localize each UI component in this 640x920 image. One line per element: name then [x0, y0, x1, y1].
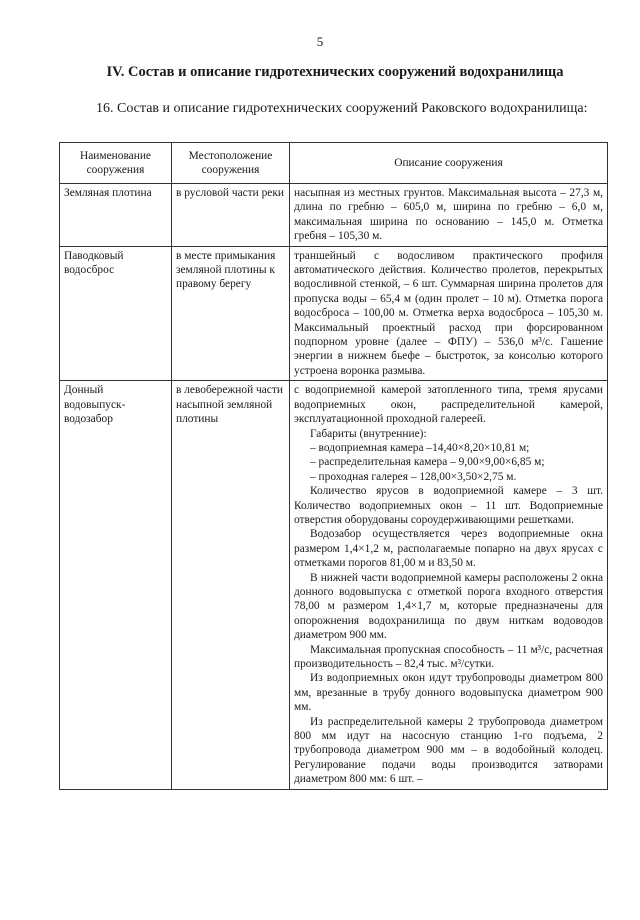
- cell-description: [290, 381, 608, 789]
- cell-location: в левобережной части насыпной земляной плотины: [172, 381, 290, 789]
- description-paragraph: Габариты (внутренние):: [310, 427, 427, 440]
- dimension-item: – распределительная камера – 9,00×9,00×6,85 м;: [310, 456, 545, 469]
- page-number: 5: [316, 34, 324, 49]
- description-paragraph: В нижней части водоприемной камеры расположены 2 окна донного водовыпуска с отметкой порога входного отверстия 78,00 м размером 1,4×1,7 м, которые предназначены для опорожнения водохранилища по двум ниткам водоводов диаметром 900 мм.: [294, 571, 603, 642]
- header-location: Местоположение сооружения: [172, 143, 290, 184]
- header-name: Наименование сооружения: [60, 143, 172, 184]
- cell-description: [290, 184, 608, 247]
- description-paragraph: траншейный с водосливом практического профиля автоматического действия. Количество пролетов, перекрытых водосливной стенкой, – 6 шт. Суммарная ширина пролетов для пропуска воды – 65,4 м (один пролет – 10 м). Отметка порога водосброса – 100,00 м. Отметка верха водосброса – 105,30 м. Максимальный проектный расход при форсированном подпорном уровне (далее – ФПУ) – 536,0 м³/с. Гашение энергии в нижнем бьефе – быстроток, за консолью которого устроена воронка размыва.: [294, 249, 603, 377]
- description-paragraph: Из распределительной камеры 2 трубопровода диаметром 800 мм идут на насосную станцию 1-го подъема, 2 трубопровода диаметром 900 мм – в водобойный колодец. Регулирование подачи воды производится затворами диаметром 800 мм: 6 шт. –: [294, 715, 603, 786]
- header-description: Описание сооружения: [290, 143, 608, 184]
- structures-table: [59, 142, 608, 790]
- intro-text: 16. Состав и описание гидротехнических сооружений Раковского водохранилища:: [96, 101, 588, 116]
- description-paragraph: насыпная из местных грунтов. Максимальная высота – 27,3 м, длина по гребню – 605,0 м, ширина по гребню – 6,0 м, максимальная ширина по основанию – 145,0 м. Отметка гребня – 105,30 м.: [294, 187, 603, 243]
- table-row: [60, 246, 608, 381]
- cell-name: Паводковый водосброс: [60, 246, 172, 381]
- description-paragraph: Водозабор осуществляется через водоприемные окна размером 1,4×1,2 м, располагаемые попарно на двух ярусах с отметками порогов 81,00 м и 83,50 м.: [294, 528, 603, 570]
- table-row: [60, 184, 608, 247]
- intro-paragraph: [60, 100, 608, 117]
- description-paragraph: с водоприемной камерой затопленного типа, тремя ярусами водоприемных окон, распределительной камерой, эксплуатационной проходной галереей.: [294, 384, 603, 426]
- dimension-item: – водоприемная камера –14,40×8,20×10,81 м;: [310, 441, 530, 454]
- cell-location: в русловой части реки: [172, 184, 290, 247]
- description-paragraph: Количество ярусов в водоприемной камере – 3 шт. Количество водоприемных окон – 11 шт. Водоприемные отверстия оборудованы сороудерживающими решетками.: [294, 485, 603, 526]
- cell-description: [290, 246, 608, 381]
- table-row: [60, 381, 608, 789]
- cell-name: Донный водовыпуск-водозабор: [60, 381, 172, 789]
- description-paragraph: Максимальная пропускная способность – 11 м³/с, расчетная производительность – 82,4 тыс. м³/сутки.: [294, 643, 603, 670]
- cell-name: Земляная плотина: [60, 184, 172, 247]
- description-paragraph: Из водоприемных окон идут трубопроводы диаметром 800 мм, врезанные в трубу донного водовыпуска диаметром 900 мм.: [294, 672, 603, 714]
- cell-location: в месте примыкания земляной плотины к правому берегу: [172, 246, 290, 381]
- table-header-row: [60, 143, 608, 184]
- dimension-item: – проходная галерея – 128,00×3,50×2,75 м.: [310, 470, 517, 483]
- section-title: IV. Состав и описание гидротехнических сооружений водохранилища: [106, 64, 564, 80]
